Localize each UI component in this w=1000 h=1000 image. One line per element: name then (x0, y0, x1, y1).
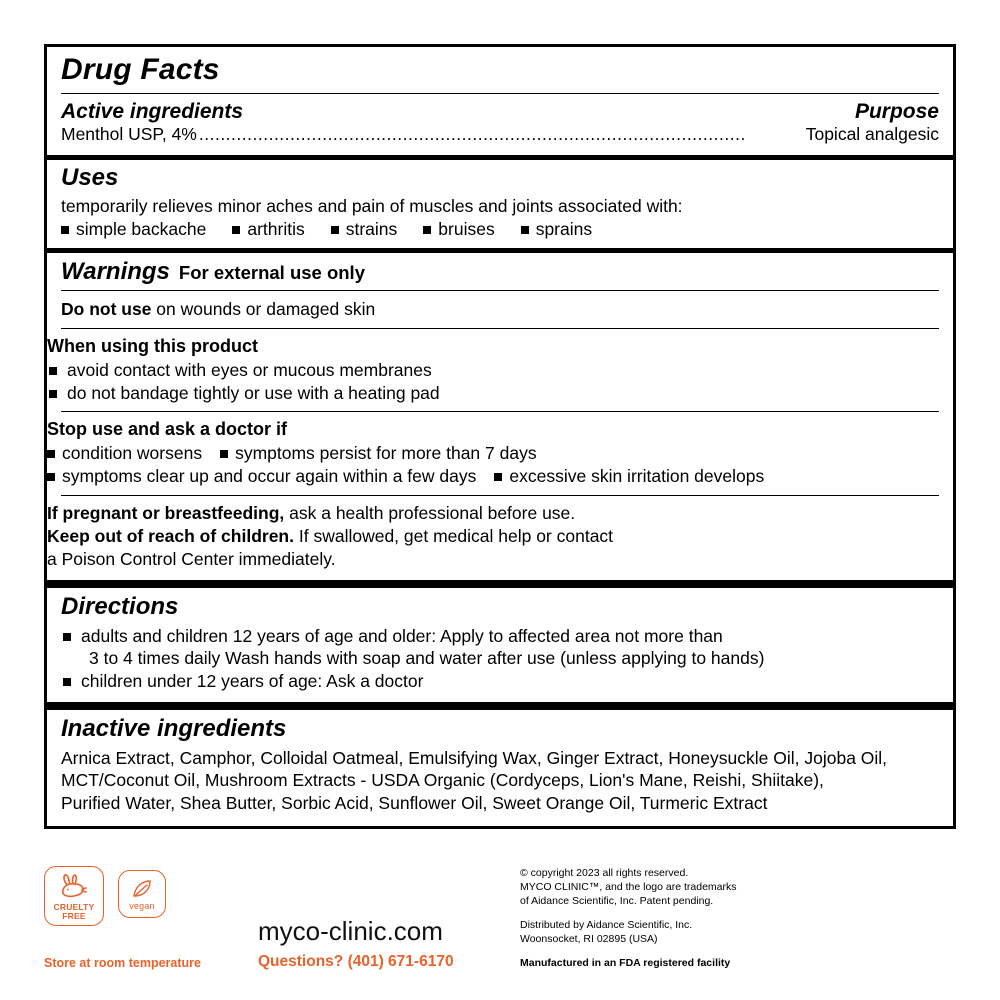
manufacturing-note: Manufactured in an FDA registered facility (520, 957, 731, 969)
divider (47, 702, 953, 710)
rabbit-icon (57, 873, 91, 901)
drug-facts-panel (44, 44, 956, 829)
list-item-label: adults and children 12 years of age and older: Apply to affected area not more than (81, 625, 723, 646)
leader-dots: ...................................................................................................... (198, 124, 746, 144)
leaf-icon (131, 878, 153, 900)
pregnancy-line (47, 502, 953, 525)
certification-badges (44, 866, 166, 926)
inactive-ingredients-line-1: Arnica Extract, Camphor, Colloidal Oatmeal, Emulsifying Wax, Ginger Extract, Honeysuckle Oil, Jojoba Oil, (61, 747, 888, 768)
distributor-line-2: Woonsocket, RI 02895 (USA) (520, 933, 658, 946)
stop-use-row (47, 465, 953, 488)
uses-heading: Uses (61, 164, 119, 191)
copyright-line-1: © copyright 2023 all rights reserved. (520, 867, 689, 879)
purpose-heading: Purpose (854, 100, 939, 123)
bullet-square-icon (61, 226, 69, 234)
list-item-label: symptoms clear up and occur again within a few days (62, 466, 477, 487)
list-item-label: sprains (535, 219, 593, 240)
warnings-section (47, 253, 953, 290)
active-ingredients-heading: Active ingredients (61, 100, 244, 123)
pregnancy-text: ask a health professional before use. (289, 502, 576, 523)
list-item (47, 359, 953, 382)
cruelty-free-label-2: FREE (62, 911, 86, 921)
bullet-square-icon (494, 473, 502, 481)
copyright-block (520, 866, 737, 908)
list-item-label: excessive skin irritation develops (509, 466, 765, 487)
list-item-label: simple backache (76, 219, 207, 240)
children-line (47, 525, 953, 548)
list-item-label: children under 12 years of age: Ask a doctor (81, 671, 424, 692)
drug-facts-title-section (47, 47, 953, 93)
list-item-label: do not bandage tightly or use with a heating pad (67, 382, 440, 403)
do-not-use-label: Do not use (61, 299, 152, 320)
cruelty-free-badge (44, 866, 104, 926)
distributor-block (520, 918, 692, 946)
bullet-square-icon (47, 473, 55, 481)
list-item (61, 670, 939, 693)
list-item-label: strains (345, 219, 398, 240)
inactive-ingredients-line-3: Purified Water, Shea Butter, Sorbic Acid, Sunflower Oil, Sweet Orange Oil, Turmeric Extract (61, 792, 768, 813)
list-item-label: avoid contact with eyes or mucous membranes (67, 359, 432, 380)
uses-section (47, 160, 953, 248)
page-title: Drug Facts (61, 53, 220, 86)
list-item-label: symptoms persist for more than 7 days (235, 443, 537, 464)
list-item-label: condition worsens (62, 443, 203, 464)
directions-list (61, 625, 939, 693)
vegan-label: vegan (129, 901, 155, 911)
do-not-use-text: on wounds or damaged skin (156, 299, 376, 320)
divider (47, 580, 953, 588)
list-item (61, 625, 939, 671)
pregnancy-children-block (47, 496, 953, 580)
poison-control-line: a Poison Control Center immediately. (47, 549, 336, 570)
list-item-label: arthritis (247, 219, 305, 240)
when-using-list (47, 359, 953, 405)
do-not-use-line (61, 298, 939, 320)
list-item-label: bruises (438, 219, 495, 240)
directions-section (47, 588, 953, 702)
pregnancy-label: If pregnant or breastfeeding, (47, 502, 285, 523)
footer (0, 856, 1000, 1000)
website-url[interactable]: myco-clinic.com (258, 916, 443, 946)
copyright-line-3: of Aidance Scientific, Inc. Patent pending. (520, 895, 714, 908)
inactive-ingredients-heading: Inactive ingredients (61, 714, 287, 742)
bullet-square-icon (331, 226, 339, 234)
list-item (220, 442, 537, 465)
do-not-use-block (47, 291, 953, 327)
vegan-badge (118, 870, 166, 918)
directions-heading: Directions (61, 592, 179, 620)
bullet-square-icon (521, 226, 529, 234)
list-item (331, 219, 398, 240)
list-item (61, 219, 206, 240)
active-ingredients-section (47, 94, 953, 155)
bullet-square-icon (47, 450, 55, 458)
list-item (494, 465, 764, 488)
active-ingredients-headings (61, 100, 939, 124)
list-item-label-cont: 3 to 4 times daily Wash hands with soap and water after use (unless applying to hands) (89, 648, 765, 669)
bullet-square-icon (220, 450, 228, 458)
when-using-title: When using this product (47, 335, 258, 356)
warnings-heading-row (61, 253, 939, 290)
bullet-square-icon (232, 226, 240, 234)
when-using-block (47, 329, 953, 412)
inactive-ingredients-section (47, 710, 953, 826)
list-item (47, 382, 953, 405)
cruelty-free-label-1: CRUELTY (53, 902, 95, 912)
list-item (47, 442, 202, 465)
active-ingredient-row (61, 124, 939, 149)
stop-use-list (47, 442, 953, 488)
children-label: Keep out of reach of children. (47, 526, 294, 547)
questions-phone[interactable]: Questions? (401) 671-6170 (258, 953, 454, 970)
distributor-line-1: Distributed by Aidance Scientific, Inc. (520, 919, 693, 931)
copyright-line-2: MYCO CLINIC™, and the logo are trademarks (520, 881, 737, 894)
storage-note: Store at room temperature (44, 956, 201, 970)
warnings-heading: Warnings (61, 258, 170, 286)
list-item (423, 219, 494, 240)
inactive-ingredients-line-2: MCT/Coconut Oil, Mushroom Extracts - USDA Organic (Cordyceps, Lion's Mane, Reishi, Shiitake), (61, 770, 824, 791)
stop-use-block (47, 412, 953, 495)
active-ingredient-purpose: Topical analgesic (805, 124, 939, 144)
list-item (232, 219, 304, 240)
active-ingredient-name: Menthol USP, 4% (61, 124, 197, 144)
uses-list (61, 219, 939, 240)
children-text: If swallowed, get medical help or contact (298, 526, 614, 547)
stop-use-row (47, 442, 953, 465)
uses-intro: temporarily relieves minor aches and pain of muscles and joints associated with: (61, 196, 683, 216)
stop-use-title: Stop use and ask a doctor if (47, 419, 288, 440)
list-item (521, 219, 592, 240)
bullet-square-icon (423, 226, 431, 234)
warnings-subheading: For external use only (178, 262, 365, 284)
list-item (47, 465, 476, 488)
